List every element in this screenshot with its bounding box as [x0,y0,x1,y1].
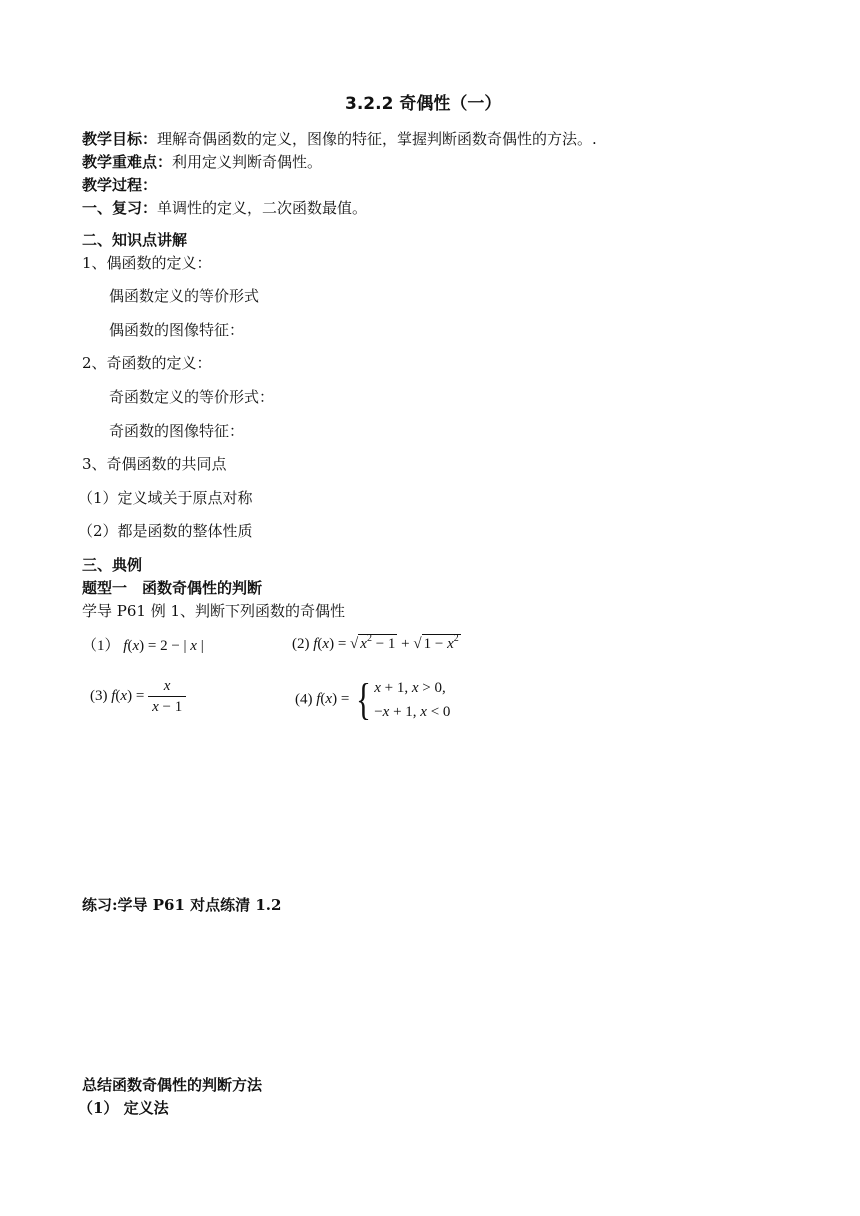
common-point-1: （1）定义域关于原点对称 [78,489,253,507]
problem-3 [90,676,186,717]
problem-4-formula: f(x) = { x + 1, x > 0, −x + 1, x < 0 [316,675,451,724]
odd-graph-feature: 奇函数的图像特征： [109,422,245,440]
example-intro: 学导 P61 例 1、判断下列函数的奇偶性 [82,602,346,620]
examples-heading: 三、典例 [82,556,143,574]
key-points-line [82,152,322,172]
common-points-item: 3、奇偶函数的共同点 [82,455,227,473]
problem-1 [82,636,204,656]
knowledge-heading: 二、知识点讲解 [82,231,188,249]
review-text: 单调性的定义，二次函数最值。 [157,199,368,217]
problem-1-formula: f(x) = 2 − | x | [123,638,204,654]
odd-definition-item: 2、奇函数的定义： [82,354,212,372]
even-equivalent-form: 偶函数定义的等价形式 [109,287,260,305]
objectives-line [82,129,597,149]
even-definition-item: 1、偶函数的定义： [82,254,212,272]
problem-2-label: (2) [292,636,310,652]
problem-1-label: （1） [82,638,120,654]
problem-4-label: (4) [295,691,313,708]
key-points-label: 教学重难点： [82,153,173,171]
problem-3-formula: f(x) = $\frac{x}{x - 1}$ [111,688,186,704]
problem-2-formula: f(x) = √ $x^2 - 1$ + √ $1 - x^2$ [313,633,459,652]
problem-4 [295,676,450,724]
key-points-text: 利用定义判断奇偶性。 [172,153,323,171]
objectives-label: 教学目标： [82,130,158,148]
review-label: 一、复习： [82,199,158,217]
page-title: 3.2.2 奇偶性（一） [345,94,502,114]
type-one-heading: 题型一 函数奇偶性的判断 [82,579,263,597]
practice-line: 练习:学导 P61 对点练清 1.2 [82,896,282,914]
problem-3-label: (3) [90,687,108,704]
odd-equivalent-form: 奇函数定义的等价形式： [109,388,275,406]
common-point-2: （2）都是函数的整体性质 [78,522,253,540]
process-label: 教学过程： [82,176,158,194]
summary-item-1: （1） 定义法 [78,1099,169,1117]
problem-2 [292,634,461,654]
objectives-text: 理解奇偶函数的定义，图像的特征，掌握判断函数奇偶性的方法。. [157,130,597,148]
summary-heading: 总结函数奇偶性的判断方法 [82,1076,263,1094]
review-line [82,198,367,218]
even-graph-feature: 偶函数的图像特征： [109,321,245,339]
